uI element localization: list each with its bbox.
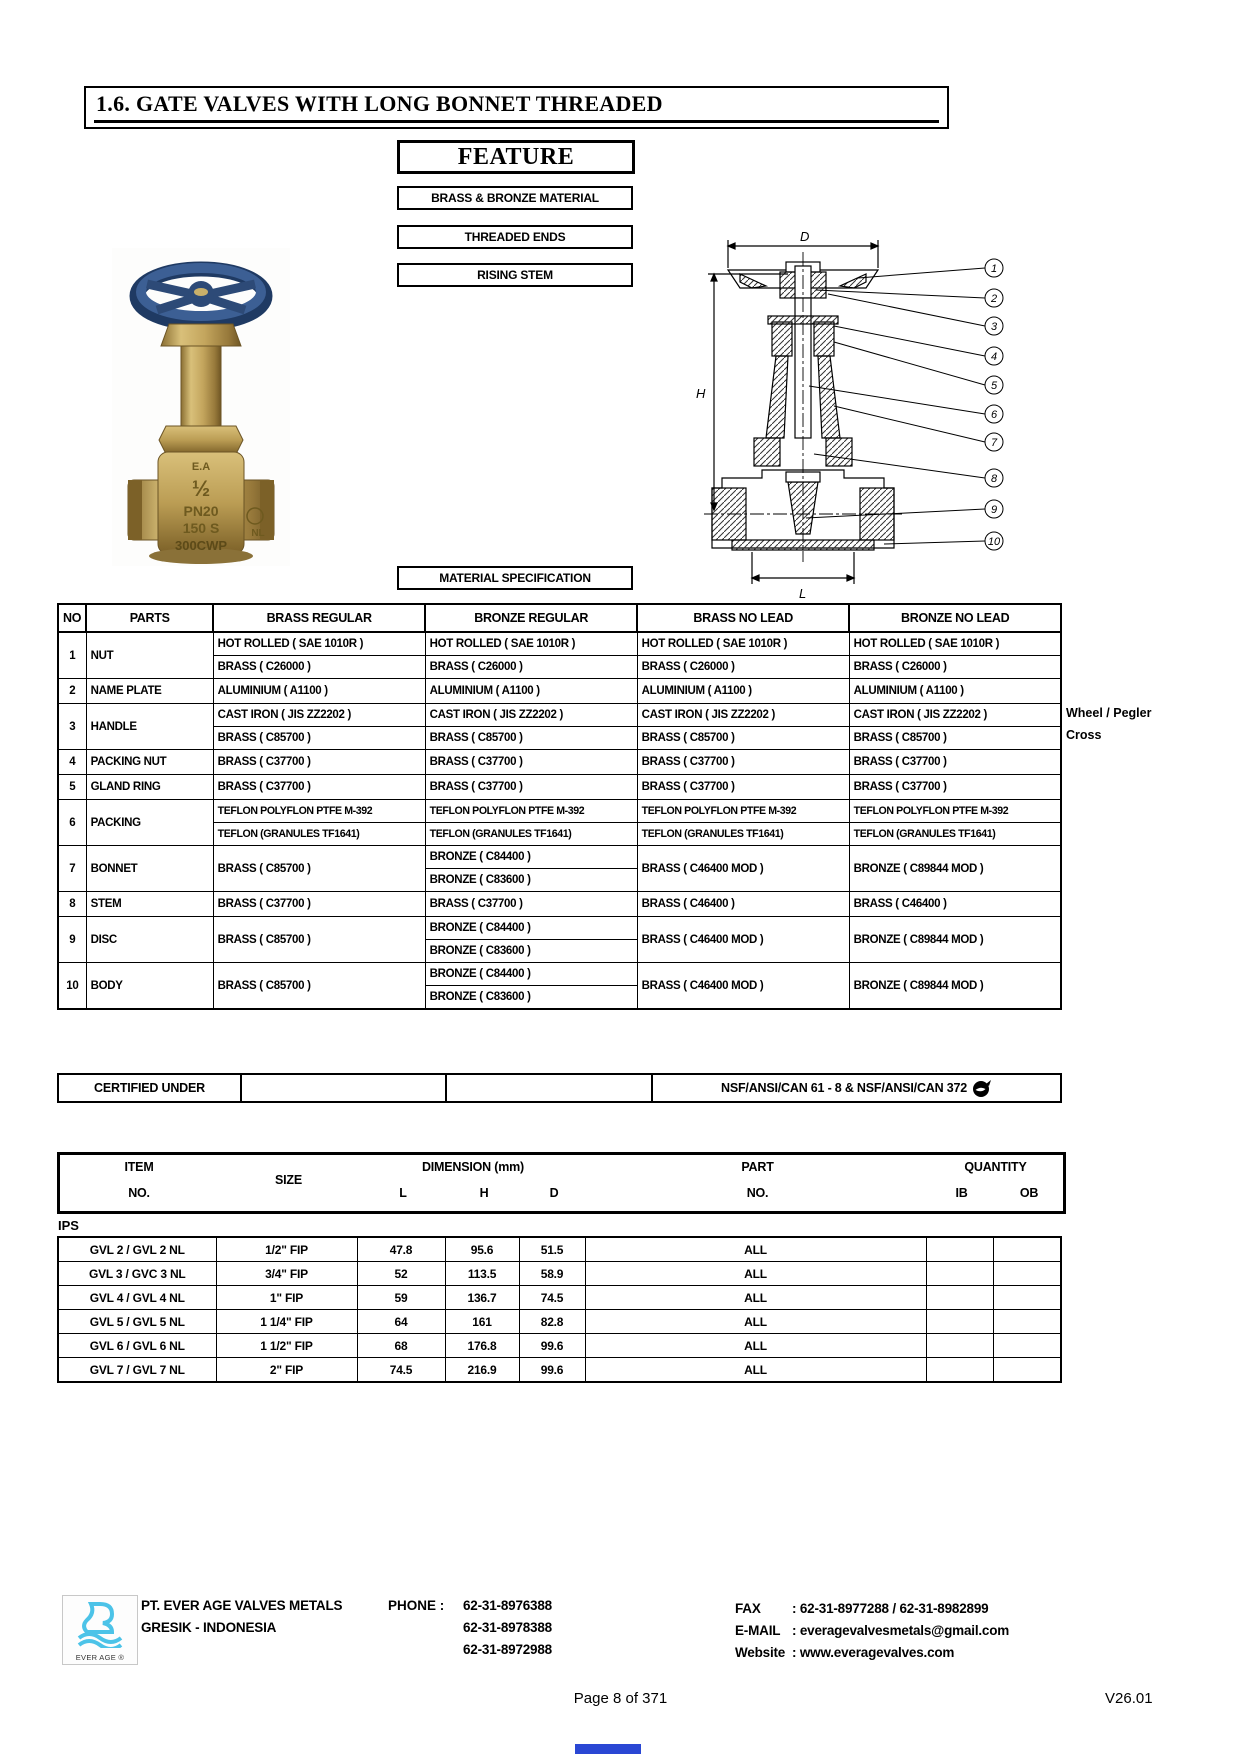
cell-part: ALL bbox=[585, 1310, 926, 1334]
cell-size: 1 1/4" FIP bbox=[216, 1310, 357, 1334]
group-label-ips: IPS bbox=[58, 1218, 79, 1233]
cell-no: 1 bbox=[58, 632, 86, 679]
callout-2: 2 bbox=[990, 293, 998, 305]
cell-material: BRONZE ( C84400 ) bbox=[425, 846, 637, 869]
header-dimension: DIMENSION (mm) bbox=[421, 1160, 525, 1174]
table-row bbox=[58, 679, 1061, 704]
cell-material: BRASS ( C85700 ) bbox=[213, 727, 425, 750]
cell-material: BRASS ( C46400 ) bbox=[849, 892, 1061, 917]
cell-material: ALUMINIUM ( A1100 ) bbox=[213, 679, 425, 704]
material-spec-heading: MATERIAL SPECIFICATION bbox=[397, 566, 633, 590]
header-d: D bbox=[549, 1186, 559, 1200]
annotation-line2: Cross bbox=[1066, 728, 1102, 742]
marking-cwp: 300CWP bbox=[174, 538, 228, 553]
handle-annotation bbox=[1066, 702, 1151, 746]
header-quantity: QUANTITY bbox=[964, 1160, 1027, 1174]
cell-ib bbox=[926, 1262, 993, 1286]
cell-part: ALL bbox=[585, 1237, 926, 1262]
cell-material: TEFLON (GRANULES TF1641) bbox=[213, 823, 425, 846]
cell-material: BRASS ( C85700 ) bbox=[213, 963, 425, 1010]
cell-material: TEFLON (GRANULES TF1641) bbox=[425, 823, 637, 846]
cell-size: 3/4" FIP bbox=[216, 1262, 357, 1286]
dim-label-h: H bbox=[696, 386, 706, 401]
cell-ib bbox=[926, 1237, 993, 1262]
certified-label: CERTIFIED UNDER bbox=[58, 1074, 241, 1102]
cell-part: HANDLE bbox=[86, 704, 213, 750]
table-row bbox=[58, 1286, 1061, 1310]
cell-item: GVL 6 / GVL 6 NL bbox=[58, 1334, 216, 1358]
cell-part: PACKING bbox=[86, 800, 213, 846]
cell-ob bbox=[993, 1286, 1061, 1310]
certified-cell bbox=[652, 1074, 1061, 1102]
cell-ob bbox=[993, 1310, 1061, 1334]
callout-5: 5 bbox=[990, 380, 998, 392]
table-row bbox=[58, 892, 1061, 917]
cell-no: 9 bbox=[58, 917, 86, 963]
cell-material: BRONZE ( C83600 ) bbox=[425, 869, 637, 892]
cell-l: 74.5 bbox=[357, 1358, 445, 1383]
cell-h: 176.8 bbox=[445, 1334, 519, 1358]
website-row bbox=[735, 1642, 1009, 1664]
cell-no: 4 bbox=[58, 750, 86, 775]
cell-part: ALL bbox=[585, 1358, 926, 1383]
cell-material: BRASS ( C46400 ) bbox=[637, 892, 849, 917]
cell-material: BRASS ( C46400 MOD ) bbox=[637, 917, 849, 963]
cell-material: CAST IRON ( JIS ZZ2202 ) bbox=[425, 704, 637, 727]
cell-material: HOT ROLLED ( SAE 1010R ) bbox=[213, 632, 425, 656]
cell-material: BRONZE ( C89844 MOD ) bbox=[849, 846, 1061, 892]
marking-class: 150 S bbox=[182, 520, 220, 536]
table-row bbox=[58, 632, 1061, 656]
cell-l: 47.8 bbox=[357, 1237, 445, 1262]
table-row bbox=[58, 750, 1061, 775]
marking-brand: E.A bbox=[191, 461, 211, 473]
feature-heading: FEATURE bbox=[397, 140, 635, 174]
email-label: E-MAIL bbox=[735, 1623, 781, 1638]
cell-l: 52 bbox=[357, 1262, 445, 1286]
bottom-blue-mark bbox=[575, 1744, 641, 1754]
cell-material: BRASS ( C85700 ) bbox=[637, 727, 849, 750]
feature-item-material: BRASS & BRONZE MATERIAL bbox=[397, 186, 633, 210]
cell-size: 1" FIP bbox=[216, 1286, 357, 1310]
company-city: GRESIK - INDONESIA bbox=[141, 1620, 277, 1635]
cell-no: 5 bbox=[58, 775, 86, 800]
cell-no: 10 bbox=[58, 963, 86, 1010]
photo-hex-joint bbox=[159, 426, 243, 454]
table-row bbox=[58, 1237, 1061, 1262]
cell-material: TEFLON (GRANULES TF1641) bbox=[637, 823, 849, 846]
cell-material: BRONZE ( C83600 ) bbox=[425, 986, 637, 1010]
logo-caption: EVER AGE ® bbox=[75, 1653, 125, 1662]
table-row bbox=[58, 704, 1061, 727]
cell-material: TEFLON POLYFLON PTFE M-392 bbox=[849, 800, 1061, 823]
callout-7: 7 bbox=[990, 437, 998, 449]
cell-material: BRASS ( C37700 ) bbox=[637, 775, 849, 800]
cell-h: 216.9 bbox=[445, 1358, 519, 1383]
cell-material: HOT ROLLED ( SAE 1010R ) bbox=[425, 632, 637, 656]
cell-no: 8 bbox=[58, 892, 86, 917]
feature-item-stem: RISING STEM bbox=[397, 263, 633, 287]
cell-material: BRASS ( C46400 MOD ) bbox=[637, 846, 849, 892]
certification-logo-icon bbox=[972, 1078, 992, 1098]
cell-part: BODY bbox=[86, 963, 213, 1010]
cell-part: ALL bbox=[585, 1334, 926, 1358]
cell-material: BRASS ( C37700 ) bbox=[213, 750, 425, 775]
cell-material: TEFLON POLYFLON PTFE M-392 bbox=[425, 800, 637, 823]
email-row bbox=[735, 1620, 1009, 1642]
callout-6: 6 bbox=[990, 409, 998, 421]
cell-part: STEM bbox=[86, 892, 213, 917]
cell-material: ALUMINIUM ( A1100 ) bbox=[425, 679, 637, 704]
website-label: Website bbox=[735, 1645, 786, 1660]
header-brass-no-lead: BRASS NO LEAD bbox=[637, 604, 849, 632]
cell-h: 113.5 bbox=[445, 1262, 519, 1286]
feature-item-ends: THREADED ENDS bbox=[397, 225, 633, 249]
table-row bbox=[58, 846, 1061, 869]
company-name: PT. EVER AGE VALVES METALS bbox=[141, 1598, 343, 1613]
callout-1: 1 bbox=[990, 263, 998, 275]
cell-ib bbox=[926, 1286, 993, 1310]
material-header-row bbox=[58, 604, 1061, 632]
cell-material: HOT ROLLED ( SAE 1010R ) bbox=[849, 632, 1061, 656]
table-row bbox=[58, 800, 1061, 823]
cell-no: 3 bbox=[58, 704, 86, 750]
valve-photo bbox=[112, 248, 290, 566]
contact-block bbox=[735, 1598, 1009, 1664]
cell-material: BRONZE ( C84400 ) bbox=[425, 963, 637, 986]
header-no: NO bbox=[58, 604, 86, 632]
cell-material: BRASS ( C85700 ) bbox=[425, 727, 637, 750]
table-row bbox=[58, 1310, 1061, 1334]
cell-ib bbox=[926, 1334, 993, 1358]
cell-material: BRASS ( C26000 ) bbox=[213, 656, 425, 679]
callout-3: 3 bbox=[990, 321, 998, 333]
cell-part: BONNET bbox=[86, 846, 213, 892]
cell-l: 59 bbox=[357, 1286, 445, 1310]
header-parts: PARTS bbox=[86, 604, 213, 632]
cell-material: BRONZE ( C84400 ) bbox=[425, 917, 637, 940]
cell-no: 7 bbox=[58, 846, 86, 892]
cell-ib bbox=[926, 1358, 993, 1383]
cell-item: GVL 2 / GVL 2 NL bbox=[58, 1237, 216, 1262]
cell-material: BRASS ( C37700 ) bbox=[213, 775, 425, 800]
annotation-line1: Wheel / Pegler bbox=[1066, 706, 1152, 720]
certified-table bbox=[57, 1073, 1062, 1103]
cell-d: 99.6 bbox=[519, 1334, 585, 1358]
cell-material: BRASS ( C37700 ) bbox=[425, 750, 637, 775]
company-logo bbox=[62, 1595, 138, 1665]
photo-packing-nut bbox=[161, 324, 241, 346]
page-title: 1.6. GATE VALVES WITH LONG BONNET THREADED bbox=[94, 91, 939, 123]
marking-pn: PN20 bbox=[183, 503, 219, 519]
cell-material: BRASS ( C26000 ) bbox=[849, 656, 1061, 679]
cell-size: 2" FIP bbox=[216, 1358, 357, 1383]
fax-label: FAX bbox=[735, 1601, 761, 1616]
cell-material: TEFLON POLYFLON PTFE M-392 bbox=[637, 800, 849, 823]
cell-d: 74.5 bbox=[519, 1286, 585, 1310]
email-value: : everagevalvesmetals@gmail.com bbox=[792, 1623, 1010, 1638]
cell-d: 82.8 bbox=[519, 1310, 585, 1334]
cell-ob bbox=[993, 1358, 1061, 1383]
cell-material: BRASS ( C46400 MOD ) bbox=[637, 963, 849, 1010]
cell-material: BRONZE ( C89844 MOD ) bbox=[849, 963, 1061, 1010]
dimension-table-header bbox=[57, 1152, 1066, 1214]
cell-part: ALL bbox=[585, 1286, 926, 1310]
cell-material: HOT ROLLED ( SAE 1010R ) bbox=[637, 632, 849, 656]
cell-ob bbox=[993, 1237, 1061, 1262]
cell-d: 51.5 bbox=[519, 1237, 585, 1262]
header-bronze-no-lead: BRONZE NO LEAD bbox=[849, 604, 1061, 632]
callout-10: 10 bbox=[987, 536, 1001, 548]
website-value: : www.everagevalves.com bbox=[792, 1645, 955, 1660]
header-h: H bbox=[479, 1186, 489, 1200]
header-item: ITEM bbox=[124, 1160, 154, 1174]
marking-size: ½ bbox=[191, 476, 211, 501]
everage-wave-logo-icon bbox=[73, 1600, 127, 1648]
cell-no: 2 bbox=[58, 679, 86, 704]
cell-material: ALUMINIUM ( A1100 ) bbox=[637, 679, 849, 704]
table-row bbox=[58, 917, 1061, 940]
phone-number: 62-31-8972988 bbox=[463, 1642, 552, 1657]
cell-item: GVL 5 / GVL 5 NL bbox=[58, 1310, 216, 1334]
cell-ob bbox=[993, 1262, 1061, 1286]
header-item-no: NO. bbox=[128, 1186, 150, 1200]
table-row bbox=[58, 963, 1061, 986]
cell-material: BRASS ( C37700 ) bbox=[849, 775, 1061, 800]
fax-value: : 62-31-8977288 / 62-31-8982899 bbox=[792, 1601, 989, 1616]
cell-size: 1/2" FIP bbox=[216, 1237, 357, 1262]
cell-material: BRONZE ( C89844 MOD ) bbox=[849, 917, 1061, 963]
cell-material: CAST IRON ( JIS ZZ2202 ) bbox=[213, 704, 425, 727]
cell-item: GVL 7 / GVL 7 NL bbox=[58, 1358, 216, 1383]
cell-part: GLAND RING bbox=[86, 775, 213, 800]
cell-d: 99.6 bbox=[519, 1358, 585, 1383]
phone-number: 62-31-8978388 bbox=[463, 1620, 552, 1635]
cell-material: BRONZE ( C83600 ) bbox=[425, 940, 637, 963]
cell-material: BRASS ( C26000 ) bbox=[425, 656, 637, 679]
header-l: L bbox=[399, 1186, 407, 1200]
header-part-no: NO. bbox=[746, 1186, 769, 1200]
callout-8: 8 bbox=[990, 473, 998, 485]
empty-cell bbox=[446, 1074, 652, 1102]
cell-d: 58.9 bbox=[519, 1262, 585, 1286]
table-row bbox=[58, 775, 1061, 800]
cell-item: GVL 3 / GVC 3 NL bbox=[58, 1262, 216, 1286]
header-brass-regular: BRASS REGULAR bbox=[213, 604, 425, 632]
phone-number: 62-31-8976388 bbox=[463, 1598, 552, 1613]
cell-material: BRASS ( C26000 ) bbox=[637, 656, 849, 679]
fax-row bbox=[735, 1598, 1009, 1620]
cell-material: BRASS ( C37700 ) bbox=[637, 750, 849, 775]
cell-material: ALUMINIUM ( A1100 ) bbox=[849, 679, 1061, 704]
cell-ib bbox=[926, 1310, 993, 1334]
table-row bbox=[58, 1334, 1061, 1358]
callout-4: 4 bbox=[990, 351, 998, 363]
cell-l: 68 bbox=[357, 1334, 445, 1358]
cell-material: CAST IRON ( JIS ZZ2202 ) bbox=[849, 704, 1061, 727]
version-number: V26.01 bbox=[1105, 1690, 1153, 1707]
phone-label: PHONE : bbox=[388, 1598, 445, 1613]
cell-part: NAME PLATE bbox=[86, 679, 213, 704]
table-row bbox=[58, 1358, 1061, 1383]
marking-nl: NL bbox=[251, 528, 265, 539]
header-ib: IB bbox=[955, 1186, 968, 1200]
cell-part: ALL bbox=[585, 1262, 926, 1286]
header-bronze-regular: BRONZE REGULAR bbox=[425, 604, 637, 632]
cell-size: 1 1/2" FIP bbox=[216, 1334, 357, 1358]
material-spec-table bbox=[57, 603, 1062, 1010]
cell-material: BRASS ( C85700 ) bbox=[849, 727, 1061, 750]
cell-part: PACKING NUT bbox=[86, 750, 213, 775]
dim-label-l: L bbox=[799, 586, 807, 601]
page-number: Page 8 of 371 bbox=[573, 1690, 668, 1707]
cell-item: GVL 4 / GVL 4 NL bbox=[58, 1286, 216, 1310]
cell-h: 136.7 bbox=[445, 1286, 519, 1310]
header-part: PART bbox=[741, 1160, 774, 1174]
cell-material: CAST IRON ( JIS ZZ2202 ) bbox=[637, 704, 849, 727]
cell-h: 161 bbox=[445, 1310, 519, 1334]
cell-part: DISC bbox=[86, 917, 213, 963]
cell-l: 64 bbox=[357, 1310, 445, 1334]
certified-value: NSF/ANSI/CAN 61 - 8 & NSF/ANSI/CAN 372 bbox=[721, 1081, 967, 1095]
cell-ob bbox=[993, 1334, 1061, 1358]
cell-material: BRASS ( C37700 ) bbox=[425, 892, 637, 917]
cell-h: 95.6 bbox=[445, 1237, 519, 1262]
cell-material: BRASS ( C37700 ) bbox=[213, 892, 425, 917]
cell-material: BRASS ( C85700 ) bbox=[213, 917, 425, 963]
dim-label-d: D bbox=[800, 229, 810, 244]
header-size: SIZE bbox=[275, 1173, 302, 1187]
valve-diagram bbox=[688, 226, 1028, 604]
header-ob: OB bbox=[1019, 1186, 1039, 1200]
cell-material: BRASS ( C37700 ) bbox=[425, 775, 637, 800]
callout-9: 9 bbox=[990, 504, 998, 516]
cell-material: BRASS ( C37700 ) bbox=[849, 750, 1061, 775]
empty-cell bbox=[241, 1074, 446, 1102]
table-row bbox=[58, 1262, 1061, 1286]
cell-part: NUT bbox=[86, 632, 213, 679]
photo-bonnet bbox=[181, 346, 221, 426]
cell-no: 6 bbox=[58, 800, 86, 846]
cell-material: TEFLON (GRANULES TF1641) bbox=[849, 823, 1061, 846]
cell-material: TEFLON POLYFLON PTFE M-392 bbox=[213, 800, 425, 823]
table-row bbox=[58, 1074, 1061, 1102]
cell-material: BRASS ( C85700 ) bbox=[213, 846, 425, 892]
section-title-box bbox=[84, 86, 949, 129]
dimension-table bbox=[57, 1236, 1062, 1383]
